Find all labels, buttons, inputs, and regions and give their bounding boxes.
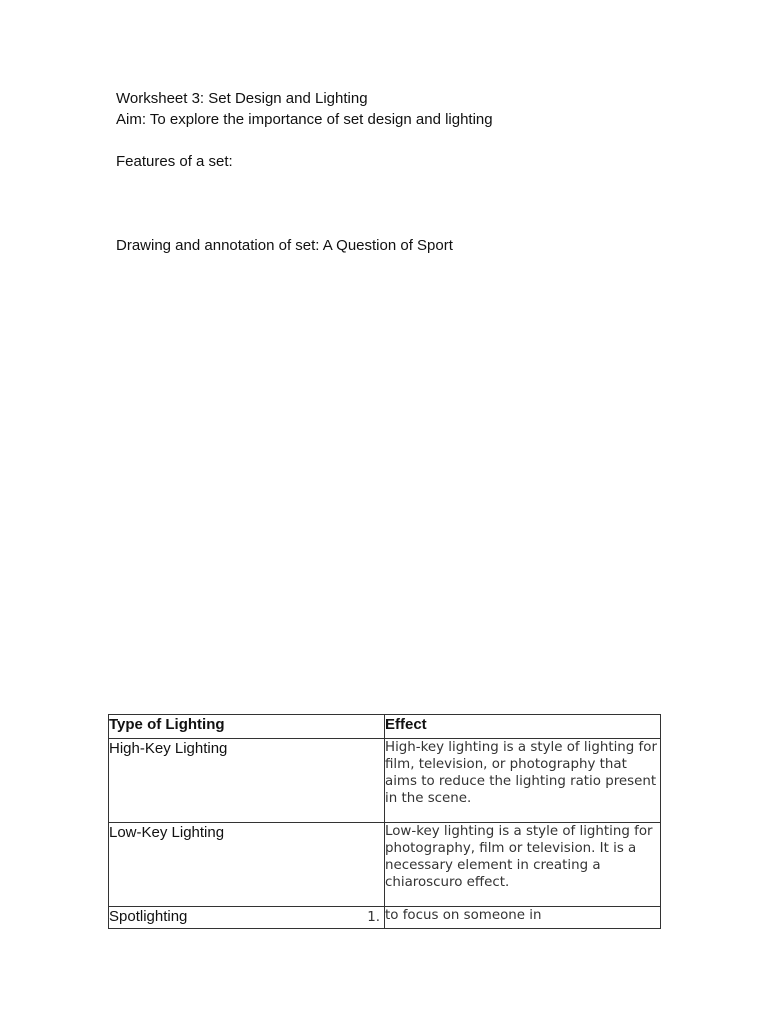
worksheet-aim: Aim: To explore the importance of set design and lighting	[116, 111, 493, 128]
lighting-table	[108, 714, 661, 929]
lighting-effect-cell: High-key lighting is a style of lighting for film, television, or photography that aims to reduce the lighting ratio present in the scene.	[385, 739, 661, 823]
features-label: Features of a set:	[116, 153, 233, 170]
drawing-label: Drawing and annotation of set: A Question of Sport	[116, 237, 453, 254]
table-row	[109, 739, 661, 823]
lighting-effect-cell: to focus on someone in	[385, 907, 661, 929]
table-row	[109, 907, 661, 929]
table-row	[109, 823, 661, 907]
lighting-effect-cell: Low-key lighting is a style of lighting for photography, film or television. It is a necessary element in creating a chiaroscuro effect.	[385, 823, 661, 907]
lighting-type-cell: Low-Key Lighting	[109, 823, 385, 907]
list-number: 1.	[367, 910, 380, 925]
table-header-row	[109, 715, 661, 739]
worksheet-title: Worksheet 3: Set Design and Lighting	[116, 90, 368, 107]
lighting-type-cell	[109, 907, 385, 929]
header-effect: Effect	[385, 715, 661, 739]
header-type-of-lighting: Type of Lighting	[109, 715, 385, 739]
lighting-type-label: Spotlighting	[109, 908, 188, 925]
lighting-type-cell: High-Key Lighting	[109, 739, 385, 823]
